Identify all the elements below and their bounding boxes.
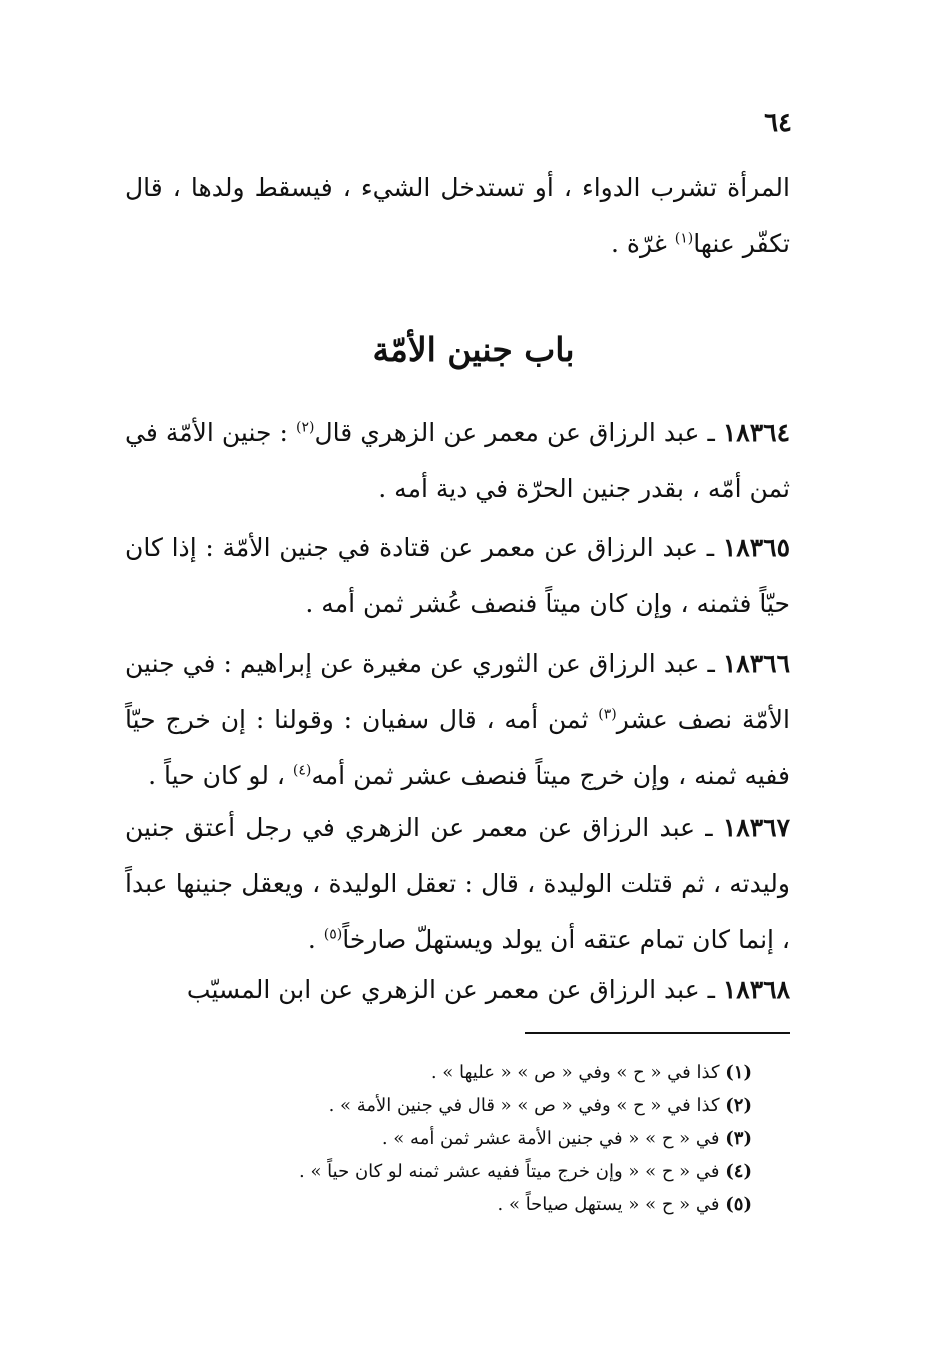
footnote-ref-2: (٢) xyxy=(296,419,315,436)
footnote-ref-3: (٣) xyxy=(598,706,617,723)
footnote-number: (٥) xyxy=(725,1194,752,1215)
entry-text: . xyxy=(307,925,324,954)
entry-18364 xyxy=(125,405,790,517)
footnote-5 xyxy=(192,1188,752,1221)
footnote-1 xyxy=(192,1056,752,1089)
entry-text: عبد الرزاق عن معمر عن الزهري قال xyxy=(314,418,700,447)
entry-text: ، لو كان حياً . xyxy=(148,761,293,790)
entry-dash: ـ xyxy=(698,533,723,562)
entry-18368 xyxy=(125,962,790,1018)
entry-number: ١٨٣٦٦ xyxy=(722,649,791,678)
entry-18367 xyxy=(125,800,790,968)
entry-number: ١٨٣٦٥ xyxy=(722,533,790,562)
entry-number: ١٨٣٦٨ xyxy=(722,975,790,1004)
entry-dash: ـ xyxy=(699,975,723,1004)
footnote-text: في « ح » « في جنين الأمة عشر ثمن أمه » . xyxy=(381,1128,720,1149)
entry-number: ١٨٣٦٧ xyxy=(722,813,791,842)
footnote-2 xyxy=(192,1089,752,1122)
entry-dash: ـ xyxy=(695,813,723,842)
entry-text: عبد الرزاق عن معمر عن الزهري في رجل أعتق جنين وليدته ، ثم قتلت الوليدة ، قال : تعقل الوليدة ، ويعقل جنينها عبداً ، إنما كان تمام عتقه أن يولد ويستهلّ صارخاً xyxy=(125,813,790,954)
footnotes xyxy=(192,1056,752,1221)
footnote-separator xyxy=(525,1032,790,1034)
entry-text: : جنين الأمّة في ثمن أمّه ، بقدر جنين الحرّة في دية أمه . xyxy=(125,418,790,503)
entry-dash: ـ xyxy=(699,418,723,447)
footnote-number: (١) xyxy=(725,1062,752,1083)
intro-paragraph xyxy=(125,160,790,272)
footnote-text: في « ح » « يستهل صياحاً » . xyxy=(497,1194,720,1215)
entry-text: عبد الرزاق عن معمر عن الزهري عن ابن المسيّب xyxy=(186,975,700,1004)
footnote-ref-5: (٥) xyxy=(323,926,343,943)
entry-text: ثمن أمه ، قال سفيان : وقولنا : إن خرج حيّاً ففيه ثمنه ، وإن خرج ميتاً فنصف عشر ثمن أمه xyxy=(125,705,790,790)
footnote-text: كذا في « ح » وفي « ص » « عليها » . xyxy=(430,1062,720,1083)
entry-dash: ـ xyxy=(699,649,723,678)
entry-18366 xyxy=(125,636,790,804)
entry-text: عبد الرزاق عن الثوري عن مغيرة عن إبراهيم : في جنين الأمّة نصف عشر xyxy=(125,649,790,734)
intro-text-end: غرّة . xyxy=(610,229,675,258)
chapter-heading: باب جنين الأمّة xyxy=(372,330,575,369)
footnote-text: كذا في « ح » وفي « ص » « قال في جنين الأمة » . xyxy=(328,1095,720,1116)
footnote-number: (٤) xyxy=(725,1161,752,1182)
footnote-4 xyxy=(192,1155,752,1188)
footnote-number: (٣) xyxy=(725,1128,752,1149)
page-number: ٦٤ xyxy=(764,108,792,138)
footnote-number: (٢) xyxy=(725,1095,752,1116)
footnote-text: في « ح » « وإن خرج ميتاً ففيه عشر ثمنه لو كان حياً » . xyxy=(299,1161,720,1182)
entry-18365 xyxy=(125,520,790,632)
footnote-ref-4: (٤) xyxy=(292,762,312,779)
footnote-ref-1: (١) xyxy=(674,230,694,247)
intro-text: المرأة تشرب الدواء ، أو تستدخل الشيء ، فيسقط ولدها ، قال تكفّر عنها xyxy=(125,173,790,258)
footnote-3 xyxy=(192,1122,752,1155)
entry-text: عبد الرزاق عن معمر عن قتادة في جنين الأمّة : إذا كان حيّاً فثمنه ، وإن كان ميتاً فنصف عُشر ثمن أمه . xyxy=(125,533,790,618)
entry-number: ١٨٣٦٤ xyxy=(722,418,791,447)
